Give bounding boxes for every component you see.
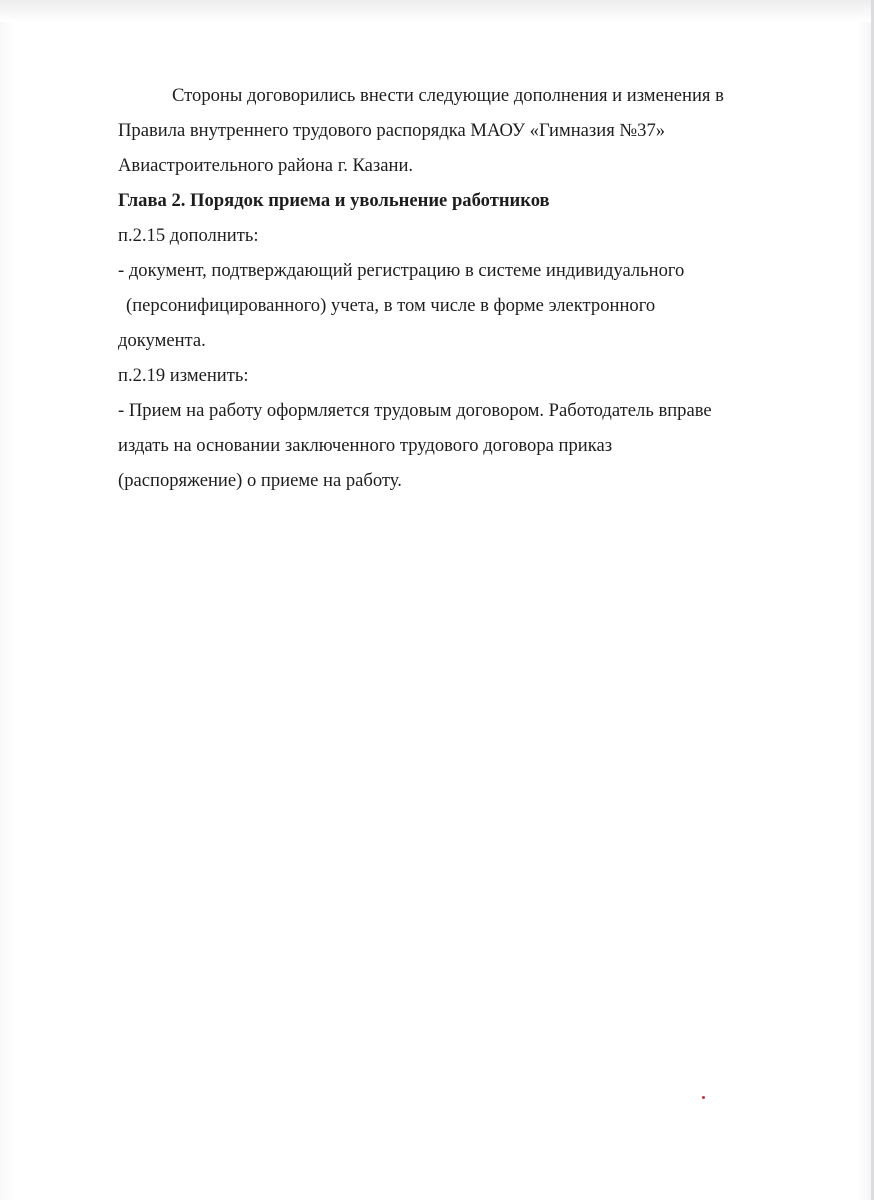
chapter-heading: Глава 2. Порядок приема и увольнение работников	[118, 190, 550, 211]
document-body	[118, 78, 818, 498]
section-2-19-label: п.2.19 изменить:	[118, 365, 249, 386]
red-ink-speck	[702, 1096, 705, 1099]
section-2-15-item-line-3: документа.	[118, 330, 206, 351]
section-2-15-item-line-1: - документ, подтверждающий регистрацию в системе индивидуального	[118, 260, 685, 281]
section-2-19-item-line-2: издать на основании заключенного трудового договора приказ	[118, 435, 613, 456]
section-2-15-item-line-2: (персонифицированного) учета, в том числе в форме электронного	[126, 295, 656, 316]
scan-top-shadow	[0, 0, 874, 22]
section-2-19-item-line-3: (распоряжение) о приеме на работу.	[118, 470, 402, 491]
intro-line-1: Стороны договорились внести следующие дополнения и изменения в	[172, 85, 724, 106]
intro-line-2: Правила внутреннего трудового распорядка МАОУ «Гимназия №37»	[118, 120, 666, 141]
section-2-15-label: п.2.15 дополнить:	[118, 225, 259, 246]
section-2-19-item-line-1: - Прием на работу оформляется трудовым договором. Работодатель вправе	[118, 400, 712, 421]
intro-line-3: Авиастроительного района г. Казани.	[118, 155, 414, 176]
